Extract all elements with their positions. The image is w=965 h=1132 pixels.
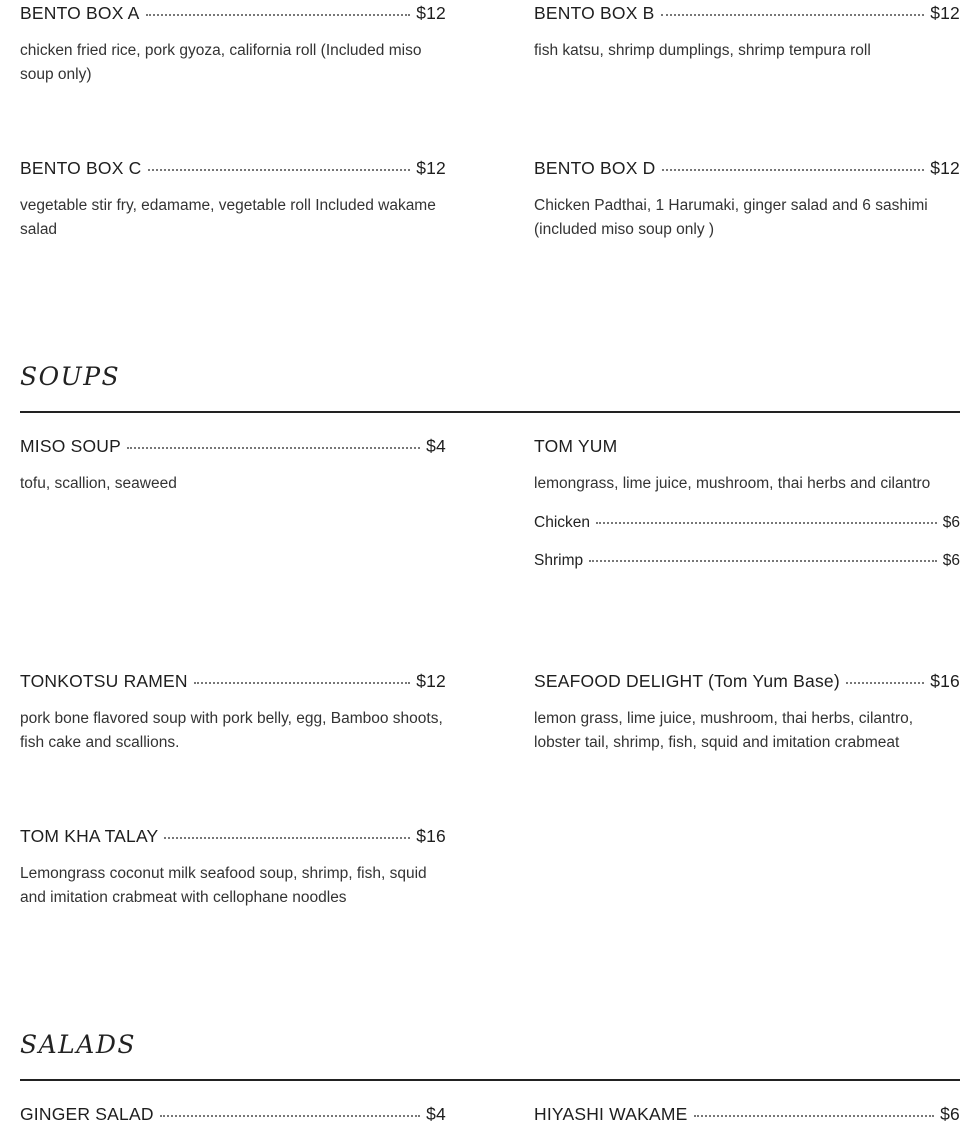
menu-item-name: TOM KHA TALAY [20,826,159,846]
variant-name: Chicken [534,514,590,531]
menu-item-header [20,671,446,695]
menu-item-name: BENTO BOX A [20,3,140,23]
menu-item-price: $12 [416,671,446,691]
dot-leader [661,14,925,16]
section-title-salads: SALADS [20,1030,137,1059]
menu-item-description: chicken fried rice, pork gyoza, california roll (Included miso soup only) [20,42,422,83]
dot-leader [589,560,937,562]
menu-item-price: $16 [416,826,446,846]
menu-item-name: BENTO BOX D [534,158,656,178]
menu-item-header [534,3,960,27]
menu-item-ginger-salad [20,1104,446,1128]
dot-leader [160,1115,420,1117]
menu-item-header [20,436,446,460]
menu-item-header [534,671,960,695]
menu-item-hiyashi-wakame [534,1104,960,1128]
menu-item-name: MISO SOUP [20,436,121,456]
menu-item-name: BENTO BOX C [20,158,142,178]
menu-item-price: $16 [930,671,960,691]
variant-price: $6 [942,514,960,531]
dot-leader [127,447,420,449]
menu-item-bento-a [20,3,446,87]
variant-price: $6 [942,552,960,569]
dot-leader [694,1115,935,1117]
menu-item-bento-b [534,3,960,63]
menu-variant-chicken [534,514,960,536]
menu-item-miso-soup [20,436,446,496]
dot-leader [596,522,937,524]
variant-name: Shrimp [534,552,584,569]
dot-leader [148,169,411,171]
menu-item-description: tofu, scallion, seaweed [20,475,177,492]
section-title-soups: SOUPS [20,362,121,391]
menu-item-description: Lemongrass coconut milk seafood soup, shrimp, fish, squid and imitation crabmeat with cellophane noodles [20,865,427,906]
menu-item-name: GINGER SALAD [20,1104,154,1124]
menu-item-name: HIYASHI WAKAME [534,1104,688,1124]
dot-leader [194,682,410,684]
menu-item-header [534,158,960,182]
menu-item-header [20,1104,446,1128]
menu-item-price: $6 [940,1104,960,1124]
menu-item-description: lemon grass, lime juice, mushroom, thai herbs, cilantro, lobster tail, shrimp, fish, squid and imitation crabmeat [534,710,914,751]
menu-item-header [20,3,446,27]
dot-leader [846,682,924,684]
menu-item-description: vegetable stir fry, edamame, vegetable roll Included wakame salad [20,197,436,238]
dot-leader [164,837,410,839]
menu-item-header [534,1104,960,1128]
menu-item-price: $12 [930,158,960,178]
menu-variant-shrimp [534,552,960,574]
menu-item-price: $12 [930,3,960,23]
menu-item-name: SEAFOOD DELIGHT (Tom Yum Base) [534,671,840,691]
menu-item-header [534,436,960,460]
menu-item-name: BENTO BOX B [534,3,655,23]
section-divider [20,411,960,413]
menu-item-price: $12 [416,3,446,23]
menu-item-seafood-delight [534,671,960,755]
menu-item-description: lemongrass, lime juice, mushroom, thai herbs and cilantro [534,475,931,492]
section-divider [20,1079,960,1081]
menu-item-header [20,826,446,850]
menu-item-price: $12 [416,158,446,178]
menu-item-price: $4 [426,436,446,456]
dot-leader [146,14,411,16]
menu-item-name: TOM YUM [534,436,618,456]
menu-item-description: pork bone flavored soup with pork belly, egg, Bamboo shoots, fish cake and scallions. [20,710,443,751]
menu-item-description: fish katsu, shrimp dumplings, shrimp tempura roll [534,42,871,59]
menu-item-description: Chicken Padthai, 1 Harumaki, ginger salad and 6 sashimi (included miso soup only ) [534,197,928,238]
menu-item-tom-yum [534,436,960,574]
menu-item-tom-kha-talay [20,826,446,910]
menu-item-price: $4 [426,1104,446,1124]
menu-item-bento-c [20,158,446,242]
menu-item-name: TONKOTSU RAMEN [20,671,188,691]
menu-item-header [20,158,446,182]
menu-item-tonkotsu-ramen [20,671,446,755]
menu-item-bento-d [534,158,960,242]
dot-leader [662,169,925,171]
